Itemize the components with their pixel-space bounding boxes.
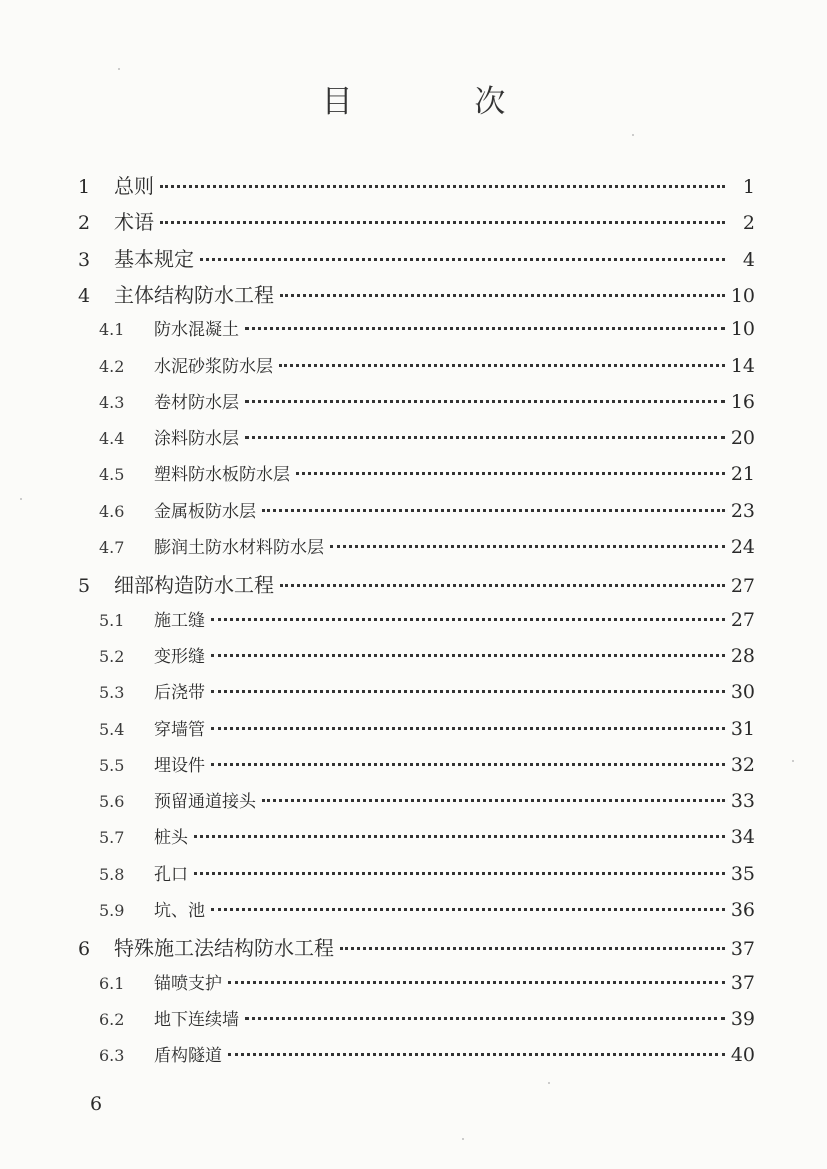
entry-title: 涂料防水层	[154, 429, 239, 450]
toc-section-entry	[99, 460, 755, 490]
entry-title: 预留通道接头	[154, 792, 256, 813]
entry-number: 5.1	[99, 610, 125, 630]
toc-chapter-entry	[78, 569, 755, 599]
entry-title: 总则	[114, 174, 154, 198]
entry-title: 基本规定	[114, 246, 194, 271]
toc-section-entry	[99, 497, 755, 527]
entry-number: 4	[78, 284, 91, 307]
toc-chapter-entry	[78, 170, 755, 200]
dot-leader	[280, 584, 725, 587]
entry-number: 6.1	[99, 973, 125, 993]
entry-title: 特殊施工法结构防水工程	[114, 936, 334, 961]
entry-number: 4.7	[99, 538, 125, 557]
scan-speck	[632, 134, 634, 136]
entry-number: 5.8	[99, 864, 125, 884]
dot-leader	[211, 763, 725, 766]
entry-title: 穿墙管	[154, 719, 205, 740]
entry-number: 6.2	[99, 1009, 125, 1029]
entry-page-number: 37	[730, 938, 755, 961]
entry-number: 2	[78, 212, 91, 235]
entry-page-number: 28	[730, 644, 755, 667]
entry-number: 4.2	[99, 356, 125, 376]
scan-speck	[548, 1082, 550, 1084]
dot-leader	[245, 1017, 725, 1020]
toc-section-entry	[99, 352, 755, 382]
dot-leader	[228, 981, 725, 984]
entry-number: 5.6	[99, 792, 125, 812]
entry-page-number: 32	[730, 753, 755, 776]
dot-leader	[160, 185, 725, 188]
entry-number: 6	[78, 938, 91, 961]
entry-page-number: 20	[730, 427, 755, 450]
entry-title: 变形缝	[154, 646, 205, 667]
toc-section-entry	[99, 606, 755, 636]
entry-title: 卷材防水层	[154, 392, 239, 413]
entry-page-number: 39	[730, 1007, 755, 1030]
entry-number: 5	[78, 575, 91, 598]
entry-number: 4.6	[99, 501, 125, 521]
entry-title: 细部构造防水工程	[114, 573, 274, 598]
entry-title: 坑、池	[154, 901, 205, 921]
scan-speck	[118, 68, 120, 70]
toc-section-entry	[99, 678, 755, 708]
entry-page-number: 37	[730, 971, 755, 994]
entry-page-number: 31	[730, 717, 755, 740]
entry-number: 5.4	[99, 719, 125, 739]
entry-number: 5.9	[99, 901, 125, 920]
entry-title: 术语	[114, 210, 154, 235]
toc-section-entry	[99, 969, 755, 999]
dot-leader	[245, 436, 725, 439]
entry-number: 5.5	[99, 755, 125, 775]
entry-number: 5.7	[99, 828, 125, 848]
dot-leader	[211, 618, 725, 621]
scan-speck	[462, 1138, 464, 1140]
entry-title: 施工缝	[154, 610, 205, 631]
entry-number: 4.5	[99, 465, 125, 485]
entry-title: 地下连续墙	[154, 1009, 239, 1030]
toc-section-entry	[99, 823, 755, 853]
entry-number: 4.4	[99, 429, 125, 449]
dot-leader	[194, 872, 725, 875]
page-number: 6	[90, 1093, 103, 1115]
entry-number: 5.3	[99, 683, 125, 703]
entry-page-number: 21	[730, 463, 755, 486]
dot-leader	[245, 400, 725, 403]
toc-section-entry	[99, 1041, 755, 1071]
entry-page-number: 24	[730, 536, 755, 558]
entry-title: 埋设件	[154, 755, 205, 776]
dot-leader	[228, 1053, 725, 1056]
entry-page-number: 40	[730, 1044, 755, 1067]
dot-leader	[245, 327, 725, 330]
entry-page-number: 27	[730, 575, 755, 598]
dot-leader	[211, 690, 725, 693]
dot-leader	[160, 221, 725, 224]
entry-title: 盾构隧道	[154, 1046, 222, 1067]
toc-section-entry	[99, 642, 755, 672]
dot-leader	[280, 294, 725, 297]
entry-page-number: 16	[730, 390, 755, 413]
entry-title: 锚喷支护	[154, 973, 222, 994]
dot-leader	[211, 654, 725, 657]
entry-page-number: 23	[730, 499, 755, 522]
toc-chapter-entry	[78, 932, 755, 962]
dot-leader	[279, 364, 725, 367]
entry-number: 4.1	[99, 320, 125, 340]
toc-section-entry	[99, 424, 755, 454]
entry-title: 防水混凝土	[154, 320, 239, 341]
entry-number: 6.3	[99, 1046, 125, 1066]
entry-page-number: 34	[730, 826, 755, 849]
toc-section-entry	[99, 715, 755, 745]
toc-section-entry	[99, 388, 755, 418]
toc-section-entry	[99, 896, 755, 926]
entry-title: 桩头	[154, 828, 188, 849]
scan-speck	[792, 760, 794, 762]
entry-page-number: 10	[730, 284, 755, 307]
dot-leader	[262, 509, 725, 512]
entry-page-number: 36	[730, 899, 755, 921]
dot-leader	[211, 908, 725, 911]
entry-page-number: 4	[742, 248, 755, 271]
entry-title: 主体结构防水工程	[114, 282, 274, 307]
toc-chapter-entry	[78, 279, 755, 309]
entry-page-number: 1	[742, 176, 755, 198]
toc-section-entry	[99, 860, 755, 890]
toc-section-entry	[99, 533, 755, 563]
toc-section-entry	[99, 1005, 755, 1035]
toc-section-entry	[99, 751, 755, 781]
entry-number: 4.3	[99, 392, 125, 412]
page-title: 目 次	[321, 84, 562, 120]
entry-page-number: 10	[730, 318, 755, 341]
toc-chapter-entry	[78, 243, 755, 273]
toc-section-entry	[99, 315, 755, 345]
dot-leader	[262, 799, 725, 802]
entry-title: 膨润土防水材料防水层	[154, 538, 324, 558]
dot-leader	[296, 472, 725, 475]
entry-page-number: 2	[742, 212, 755, 235]
entry-page-number: 30	[730, 681, 755, 704]
entry-title: 塑料防水板防水层	[154, 465, 290, 486]
entry-page-number: 14	[730, 354, 755, 377]
dot-leader	[200, 258, 725, 261]
dot-leader	[330, 545, 725, 548]
entry-title: 后浇带	[154, 683, 205, 704]
entry-page-number: 35	[730, 862, 755, 885]
entry-title: 孔口	[154, 864, 188, 885]
toc-section-entry	[99, 787, 755, 817]
entry-title: 金属板防水层	[154, 501, 256, 522]
entry-number: 5.2	[99, 646, 125, 666]
toc-chapter-entry	[78, 206, 755, 236]
entry-number: 3	[78, 248, 91, 271]
entry-page-number: 33	[730, 790, 755, 813]
dot-leader	[211, 727, 725, 730]
dot-leader	[340, 947, 725, 950]
entry-page-number: 27	[730, 608, 755, 631]
entry-number: 1	[78, 176, 91, 198]
entry-title: 水泥砂浆防水层	[154, 356, 273, 377]
scan-speck	[20, 498, 22, 500]
dot-leader	[194, 835, 725, 838]
